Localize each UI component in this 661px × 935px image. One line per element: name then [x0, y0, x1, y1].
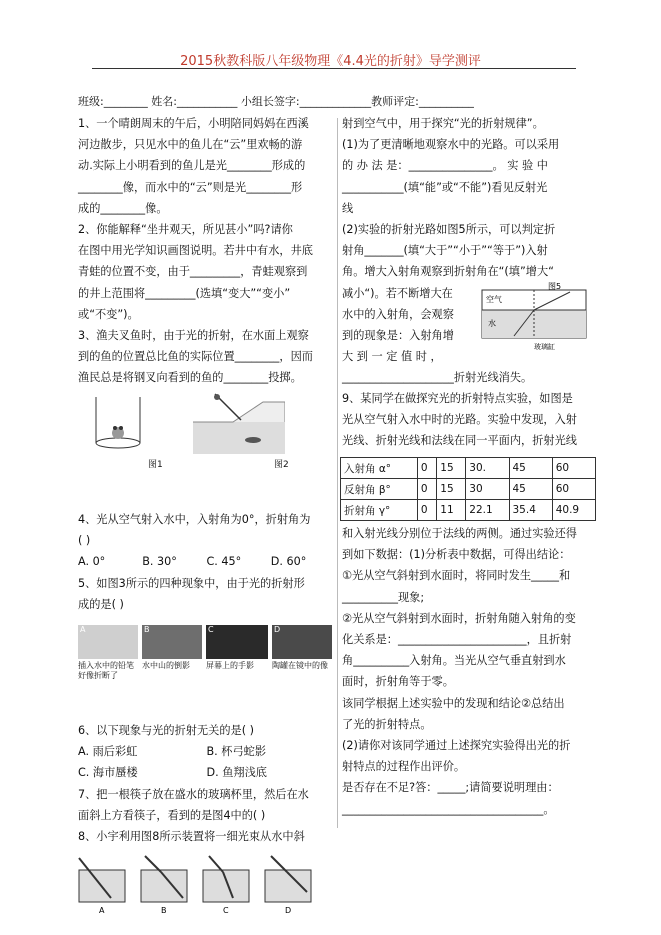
option-b: B. 杯弓蛇影	[206, 745, 267, 759]
table-cell: 30	[466, 479, 509, 500]
table-cell: 45	[509, 458, 552, 479]
glass-a	[79, 858, 125, 902]
option-d: D. 60°	[270, 555, 307, 569]
table-cell: 60	[552, 458, 595, 479]
question-6-8	[78, 720, 335, 847]
question-line: 1、一个晴朗周末的午后，小明陪同妈妈在西溪	[78, 117, 309, 130]
glass-d	[265, 856, 311, 902]
fig5-label: 图5	[548, 282, 562, 291]
photo-a-caption: 插入水中的铅笔好像折断了	[78, 661, 134, 680]
question-line: (2)实验的折射光路如图5所示，可以判定折	[342, 223, 556, 237]
question-line: ________像，而水中的“云”则是光________形	[78, 180, 303, 194]
table-cell: 60	[552, 479, 595, 500]
question-line: 大 到 一 定 值 时 ，	[342, 350, 442, 364]
question-line: 水中的入射角，会观察	[342, 308, 454, 321]
column-divider	[337, 118, 338, 828]
table-cell: 30.	[466, 458, 509, 479]
q4-options	[78, 551, 335, 572]
question-line: 或“不变”)。	[78, 307, 139, 321]
table-cell: 35.4	[509, 500, 552, 521]
question-line: 6、以下现象与光的折射无关的是( )	[78, 724, 255, 737]
question-line: 5、如图3所示的四种现象中，由于光的折射形	[78, 576, 305, 590]
question-line: 角。增大入射角观察到折射角在“(填”增大“	[342, 265, 554, 279]
fig5-tank-label: 玻璃缸	[534, 343, 555, 351]
question-line: 到的现象是：入射角增	[342, 329, 454, 343]
right-column-fig-text	[342, 304, 482, 368]
photo-c	[206, 625, 268, 659]
photo-d-caption: 陶罐在镜中的像	[272, 661, 328, 670]
glass-a-label: A	[99, 906, 105, 915]
right-column-bottom	[342, 523, 597, 820]
question-line: 青蛙的位置不变，由于_________，青蛙观察到	[78, 265, 308, 279]
question-line: 的井上范围将_________(选填“变大”“变小”	[78, 286, 291, 300]
question-line: 减小“)。若不断增大在	[342, 286, 453, 300]
table-cell: 0	[417, 479, 436, 500]
question-line: 和入射光线分别位于法线的两侧。通过实验还得	[342, 527, 577, 540]
question-line: ___________(填“能”或“不能”)看见反射光	[342, 180, 548, 194]
option-c: C. 45°	[206, 555, 242, 569]
question-line: ____________________________________。	[342, 802, 555, 816]
figure-5-refraction-diagram	[480, 282, 590, 352]
q6-options-row2	[78, 762, 335, 783]
glass-d-label: D	[285, 906, 292, 915]
question-line: (2)请你对该同学通过上述探究实验得出光的折	[342, 739, 571, 753]
question-line: __________现象;	[342, 590, 425, 604]
photo-d-label: D	[274, 625, 281, 634]
table-cell: 11	[437, 500, 466, 521]
table-cell: 0	[417, 500, 436, 521]
table-cell: 22.1	[466, 500, 509, 521]
question-line: 到的鱼的位置总比鱼的实际位置________，因而	[78, 350, 313, 364]
left-column	[78, 113, 335, 389]
figure-4-chopstick-diagram	[75, 852, 325, 916]
question-line: ( )	[78, 534, 91, 548]
photo-b-label: B	[144, 625, 150, 634]
question-line: 渔民总是将钢叉向看到的鱼的________投掷。	[78, 371, 302, 385]
right-column-fig-text-end	[342, 367, 597, 388]
question-line: 在图中用光学知识画图说明。若井中有水，井底	[78, 244, 313, 258]
question-4	[78, 509, 335, 615]
question-line: 7、把一根筷子放在盛水的玻璃杯里，然后在水	[78, 787, 309, 801]
table-cell: 0	[417, 458, 436, 479]
title-rule	[92, 68, 576, 69]
table-cell: 15	[437, 479, 466, 500]
figure-2-label: 图2	[274, 460, 289, 470]
glass-c-label: C	[223, 906, 229, 915]
figure-1-well-diagram	[88, 393, 148, 453]
question-line: 3、渔夫叉鱼时，由于光的折射，在水面上观察	[78, 329, 309, 343]
fig5-water-label: 水	[488, 319, 496, 328]
question-line: 面斜上方看筷子，看到的是图4中的( )	[78, 808, 266, 822]
table-cell: 折射角 γ°	[341, 500, 418, 521]
question-line: 光从空气射入水中时的光路。实验中发现，入射	[342, 413, 577, 427]
question-line: 面时，折射角等于零。	[342, 675, 454, 689]
question-line: 了光的折射特点。	[342, 717, 432, 731]
question-line: 该同学根据上述实验中的发现和结论②总结出	[342, 696, 565, 710]
question-line: 9、某同学在做探究光的折射特点实验，如图是	[342, 392, 573, 405]
question-line: 4、光从空气射入水中，入射角为0°，折射角为	[78, 513, 311, 526]
question-line: 成的是( )	[78, 597, 124, 611]
question-line: 河边散步，只见水中的鱼儿在“云”里欢畅的游	[78, 138, 303, 152]
question-line: ②光从空气斜射到水面时，折射角随入射角的变	[342, 611, 576, 625]
q6-options-row1	[78, 741, 335, 762]
photo-d	[272, 625, 332, 659]
question-line: 的 办 法 是：_______________。 实 验 中	[342, 159, 548, 173]
photo-c-caption: 屏幕上的手影	[206, 661, 254, 670]
question-line: 到如下数据：(1)分析表中数据，可得出结论：	[342, 548, 571, 562]
glass-c	[203, 856, 249, 902]
question-line: 是否存在不足?答：_____;请简要说明理由：	[342, 781, 559, 795]
question-line: 成的________像。	[78, 201, 168, 215]
glass-b-label: B	[161, 906, 167, 915]
question-line: 光线、折射光线和法线在同一平面内，折射光线	[342, 434, 577, 448]
photo-a-label: A	[80, 625, 86, 634]
question-line: ①光从空气斜射到水面时，将同时发生_____和	[342, 569, 571, 583]
question-line: 射到空气中，用于探究“光的折射规律”。	[342, 117, 544, 130]
table-row	[341, 458, 596, 479]
table-row	[341, 500, 596, 521]
question-line: 8、小宇利用图8所示装置将一细光束从水中斜	[78, 830, 305, 844]
table-cell: 反射角 β°	[341, 479, 418, 500]
table-cell: 15	[437, 458, 466, 479]
question-line: 2、你能解释“坐井观天，所见甚小”吗?请你	[78, 223, 293, 237]
table-row	[341, 479, 596, 500]
question-line: 射特点的过程作出评价。	[342, 760, 466, 774]
option-a: A. 雨后彩虹	[78, 745, 138, 759]
page-title: 2015秋教科版八年级物理《4.4光的折射》导学测评	[180, 54, 481, 69]
option-b: B. 30°	[142, 555, 177, 569]
angle-data-table	[340, 457, 596, 521]
fig5-air-label: 空气	[486, 295, 502, 304]
photo-b-caption: 水中山的倒影	[142, 661, 190, 670]
figure-3-photos	[78, 625, 336, 685]
photo-c-label: C	[208, 625, 214, 634]
option-c: C. 海市蜃楼	[78, 766, 138, 780]
glass-b	[141, 856, 187, 902]
question-line: 射角_______(填“大于”“小于”“等于”)入射	[342, 244, 548, 258]
question-line: 动.实际上小明看到的鱼儿是光________形成的	[78, 159, 306, 173]
question-line: (1)为了更清晰地观察水中的光路。可以采用	[342, 138, 560, 152]
question-line: ____________________折射光线消失。	[342, 371, 533, 384]
figure-1-label: 图1	[148, 460, 163, 470]
photo-b	[142, 625, 202, 659]
question-line: 化关系是：_______________________，且折射	[342, 633, 572, 647]
student-info-line: 班级:________ 姓名:___________ 小组长签字:_____________教师评定:__________	[78, 95, 474, 108]
figure-2-fishing-diagram	[193, 392, 285, 454]
table-cell: 45	[509, 479, 552, 500]
table-cell: 入射角 α°	[341, 458, 418, 479]
photo-a	[78, 625, 138, 659]
question-9	[342, 388, 597, 452]
option-d: D. 鱼翔浅底	[206, 766, 267, 780]
question-line: 线	[342, 201, 354, 215]
question-line: 角__________入射角。当光从空气垂直射到水	[342, 654, 566, 668]
option-a: A. 0°	[78, 555, 106, 569]
right-column-top	[342, 113, 597, 304]
table-cell: 40.9	[552, 500, 595, 521]
